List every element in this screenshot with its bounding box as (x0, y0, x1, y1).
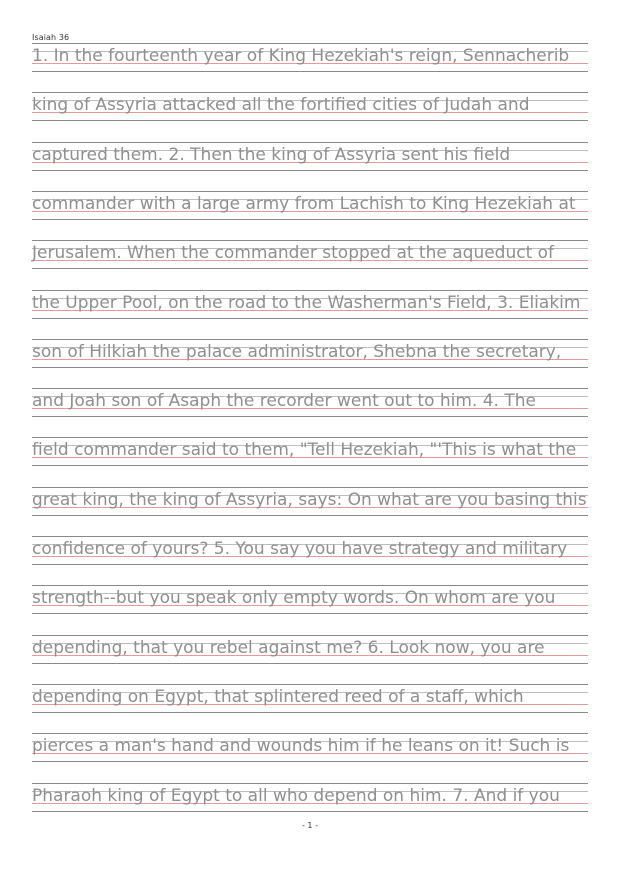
tracing-text: field commander said to them, "Tell Hezekiah, "'This is what the (32, 440, 577, 460)
writing-line (32, 290, 588, 330)
tracing-text: son of Hilkiah the palace administrator, Shebna the secretary, (32, 342, 562, 362)
bottom-rule (32, 811, 588, 812)
bottom-rule (32, 416, 588, 417)
bottom-rule (32, 515, 588, 516)
tracing-text: and Joah son of Asaph the recorder went out to him. 4. The (32, 391, 536, 411)
writing-line (32, 339, 588, 379)
bottom-rule (32, 367, 588, 368)
top-rule (32, 240, 588, 241)
writing-line (32, 142, 588, 182)
top-rule (32, 43, 588, 44)
bottom-rule (32, 170, 588, 171)
tracing-text: pierces a man's hand and wounds him if he leans on it! Such is (32, 736, 570, 756)
top-rule (32, 142, 588, 143)
tracing-text: commander with a large army from Lachish to King Hezekiah at (32, 194, 576, 214)
writing-line (32, 240, 588, 280)
writing-line (32, 684, 588, 724)
writing-line (32, 43, 588, 83)
bottom-rule (32, 219, 588, 220)
top-rule (32, 92, 588, 93)
bottom-rule (32, 564, 588, 565)
writing-line (32, 92, 588, 132)
tracing-text: captured them. 2. Then the king of Assyria sent his field (32, 145, 511, 165)
bottom-rule (32, 712, 588, 713)
writing-line (32, 437, 588, 477)
top-rule (32, 783, 588, 784)
top-rule (32, 733, 588, 734)
top-rule (32, 585, 588, 586)
tracing-text: the Upper Pool, on the road to the Washerman's Field, 3. Eliakim (32, 293, 581, 313)
writing-line (32, 487, 588, 527)
writing-line (32, 191, 588, 231)
bottom-rule (32, 71, 588, 72)
top-rule (32, 388, 588, 389)
bottom-rule (32, 465, 588, 466)
writing-line (32, 733, 588, 773)
page-number: - 1 - (302, 821, 318, 830)
top-rule (32, 684, 588, 685)
bottom-rule (32, 663, 588, 664)
bottom-rule (32, 268, 588, 269)
bottom-rule (32, 318, 588, 319)
bottom-rule (32, 120, 588, 121)
top-rule (32, 536, 588, 537)
tracing-text: depending on Egypt, that splintered reed of a staff, which (32, 687, 524, 707)
page-title: Isaiah 36 (32, 33, 70, 42)
tracing-text: 1. In the fourteenth year of King Hezekiah's reign, Sennacherib (32, 46, 570, 66)
top-rule (32, 487, 588, 488)
tracing-text: Jerusalem. When the commander stopped at the aqueduct of (32, 243, 555, 263)
tracing-text: strength--but you speak only empty words. On whom are you (32, 588, 556, 608)
top-rule (32, 191, 588, 192)
top-rule (32, 290, 588, 291)
writing-line (32, 635, 588, 675)
writing-line (32, 388, 588, 428)
writing-line (32, 783, 588, 823)
bottom-rule (32, 761, 588, 762)
tracing-text: confidence of yours? 5. You say you have strategy and military (32, 539, 568, 559)
tracing-text: king of Assyria attacked all the fortified cities of Judah and (32, 95, 530, 115)
tracing-text: great king, the king of Assyria, says: On what are you basing this (32, 490, 587, 510)
tracing-text: depending, that you rebel against me? 6. Look now, you are (32, 638, 545, 658)
tracing-text: Pharaoh king of Egypt to all who depend on him. 7. And if you (32, 786, 560, 806)
top-rule (32, 635, 588, 636)
top-rule (32, 339, 588, 340)
top-rule (32, 437, 588, 438)
writing-line (32, 536, 588, 576)
bottom-rule (32, 613, 588, 614)
writing-line (32, 585, 588, 625)
